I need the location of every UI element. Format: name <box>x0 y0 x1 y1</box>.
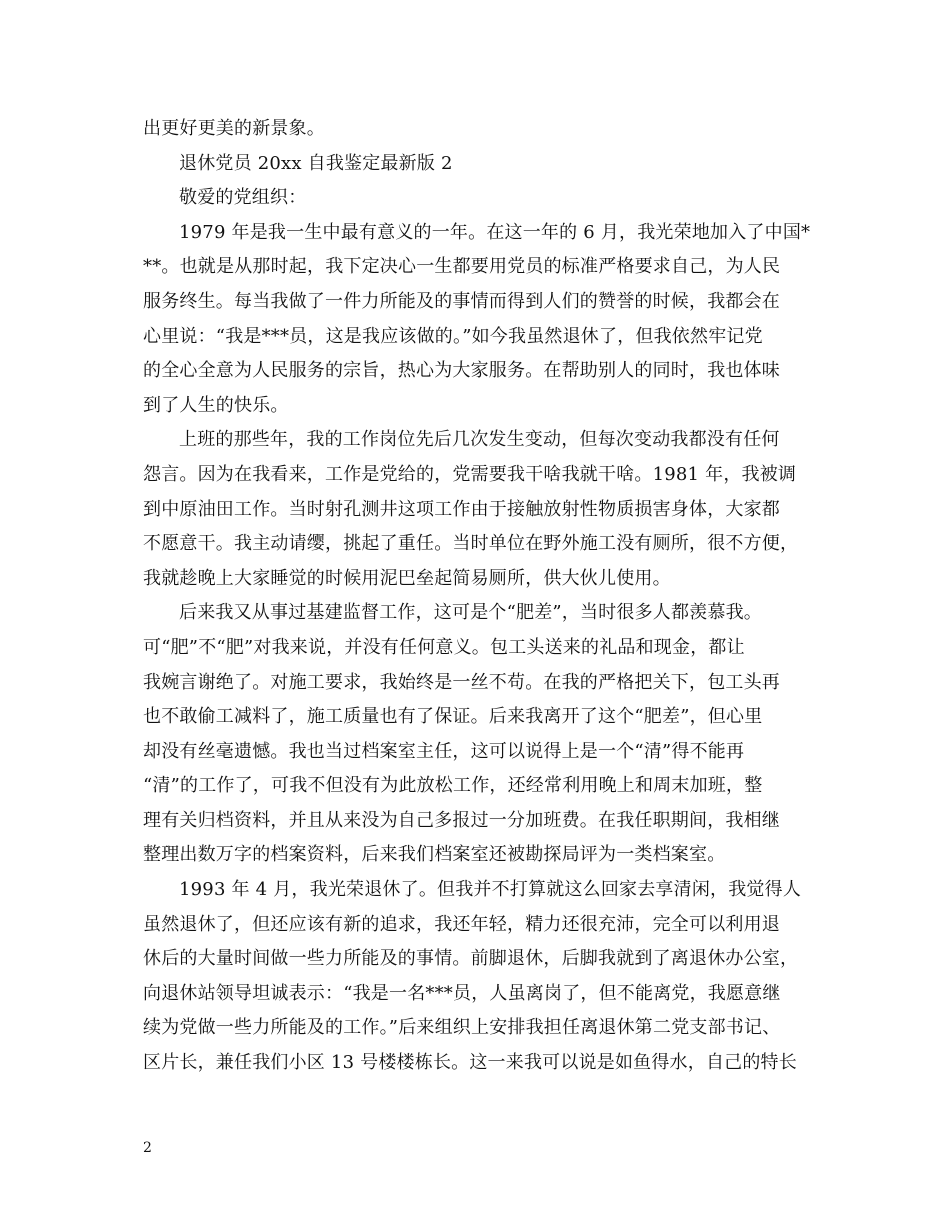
text-line: **。也就是从那时起，我下定决心一生都要用党员的标准严格要求自己，为人民 <box>143 256 781 278</box>
text-line: 休后的大量时间做一些力所能及的事情。前脚退休，后脚我就到了离退休办公室， <box>143 948 799 970</box>
text-line: 退休党员 20xx 自我鉴定最新版 2 <box>179 152 453 174</box>
text-line: 1993 年 4 月，我光荣退休了。但我并不打算就这么回家去享清闲，我觉得人 <box>179 879 802 901</box>
text-line: 向退休站领导坦诚表示：“我是一名***员，人虽离岗了，但不能离党，我愿意继 <box>143 982 781 1004</box>
text-line: 上班的那些年，我的工作岗位先后几次发生变动，但每次变动我都没有任何 <box>179 429 780 451</box>
text-line: 虽然退休了，但还应该有新的追求，我还年轻，精力还很充沛，完全可以利用退 <box>143 913 780 935</box>
text-line: 却没有丝毫遗憾。我也当过档案室主任，这可以说得上是一个“清”得不能再 <box>143 740 745 762</box>
text-line: 服务终生。每当我做了一件力所能及的事情而得到人们的赞誉的时候，我都会在 <box>143 290 780 312</box>
text-line: 续为党做一些力所能及的工作。”后来组织上安排我担任离退休第二党支部书记、 <box>143 1017 781 1039</box>
text-line: 敬爱的党组织： <box>179 187 307 209</box>
text-line: 理有关归档资料，并且从来没为自己多报过一分加班费。在我任职期间，我相继 <box>143 809 780 831</box>
page-number: 2 <box>143 1140 152 1156</box>
text-line: 后来我又从事过基建监督工作，这可是个“肥差”，当时很多人都羡慕我。 <box>179 602 763 624</box>
text-line: 不愿意干。我主动请缨，挑起了重任。当时单位在野外施工没有厕所，很不方便， <box>143 533 799 555</box>
text-line: 我就趁晚上大家睡觉的时候用泥巴垒起简易厕所，供大伙儿使用。 <box>143 567 671 589</box>
text-line: 整理出数万字的档案资料，后来我们档案室还被勘探局评为一类档案室。 <box>143 844 726 866</box>
text-line: 我婉言谢绝了。对施工要求，我始终是一丝不苟。在我的严格把关下，包工头再 <box>143 671 780 693</box>
text-line: 怨言。因为在我看来，工作是党给的，党需要我干啥我就干啥。1981 年，我被调 <box>143 463 797 485</box>
text-line: “清”的工作了，可我不但没有为此放松工作，还经常利用晚上和周末加班，整 <box>143 775 763 797</box>
document-body <box>143 112 811 1081</box>
text-line: 区片长，兼任我们小区 13 号楼楼栋长。这一来我可以说是如鱼得水，自己的特长 <box>143 1052 797 1074</box>
text-line: 1979 年是我一生中最有意义的一年。在这一年的 6 月，我光荣地加入了中国* <box>179 221 811 243</box>
text-line: 到了人生的快乐。 <box>143 394 289 416</box>
text-line: 到中原油田工作。当时射孔测井这项工作由于接触放射性物质损害身体，大家都 <box>143 498 780 520</box>
text-line: 出更好更美的新景象。 <box>143 118 325 139</box>
text-line: 的全心全意为人民服务的宗旨，热心为大家服务。在帮助别人的同时，我也体味 <box>143 360 780 382</box>
text-line: 心里说：“我是***员，这是我应该做的。”如今我虽然退休了，但我依然牢记党 <box>143 325 763 347</box>
text-line: 也不敢偷工减料了，施工质量也有了保证。后来我离开了这个“肥差”，但心里 <box>143 706 763 728</box>
text-line: 可“肥”不“肥”对我来说，并没有任何意义。包工头送来的礼品和现金，都让 <box>143 636 745 658</box>
